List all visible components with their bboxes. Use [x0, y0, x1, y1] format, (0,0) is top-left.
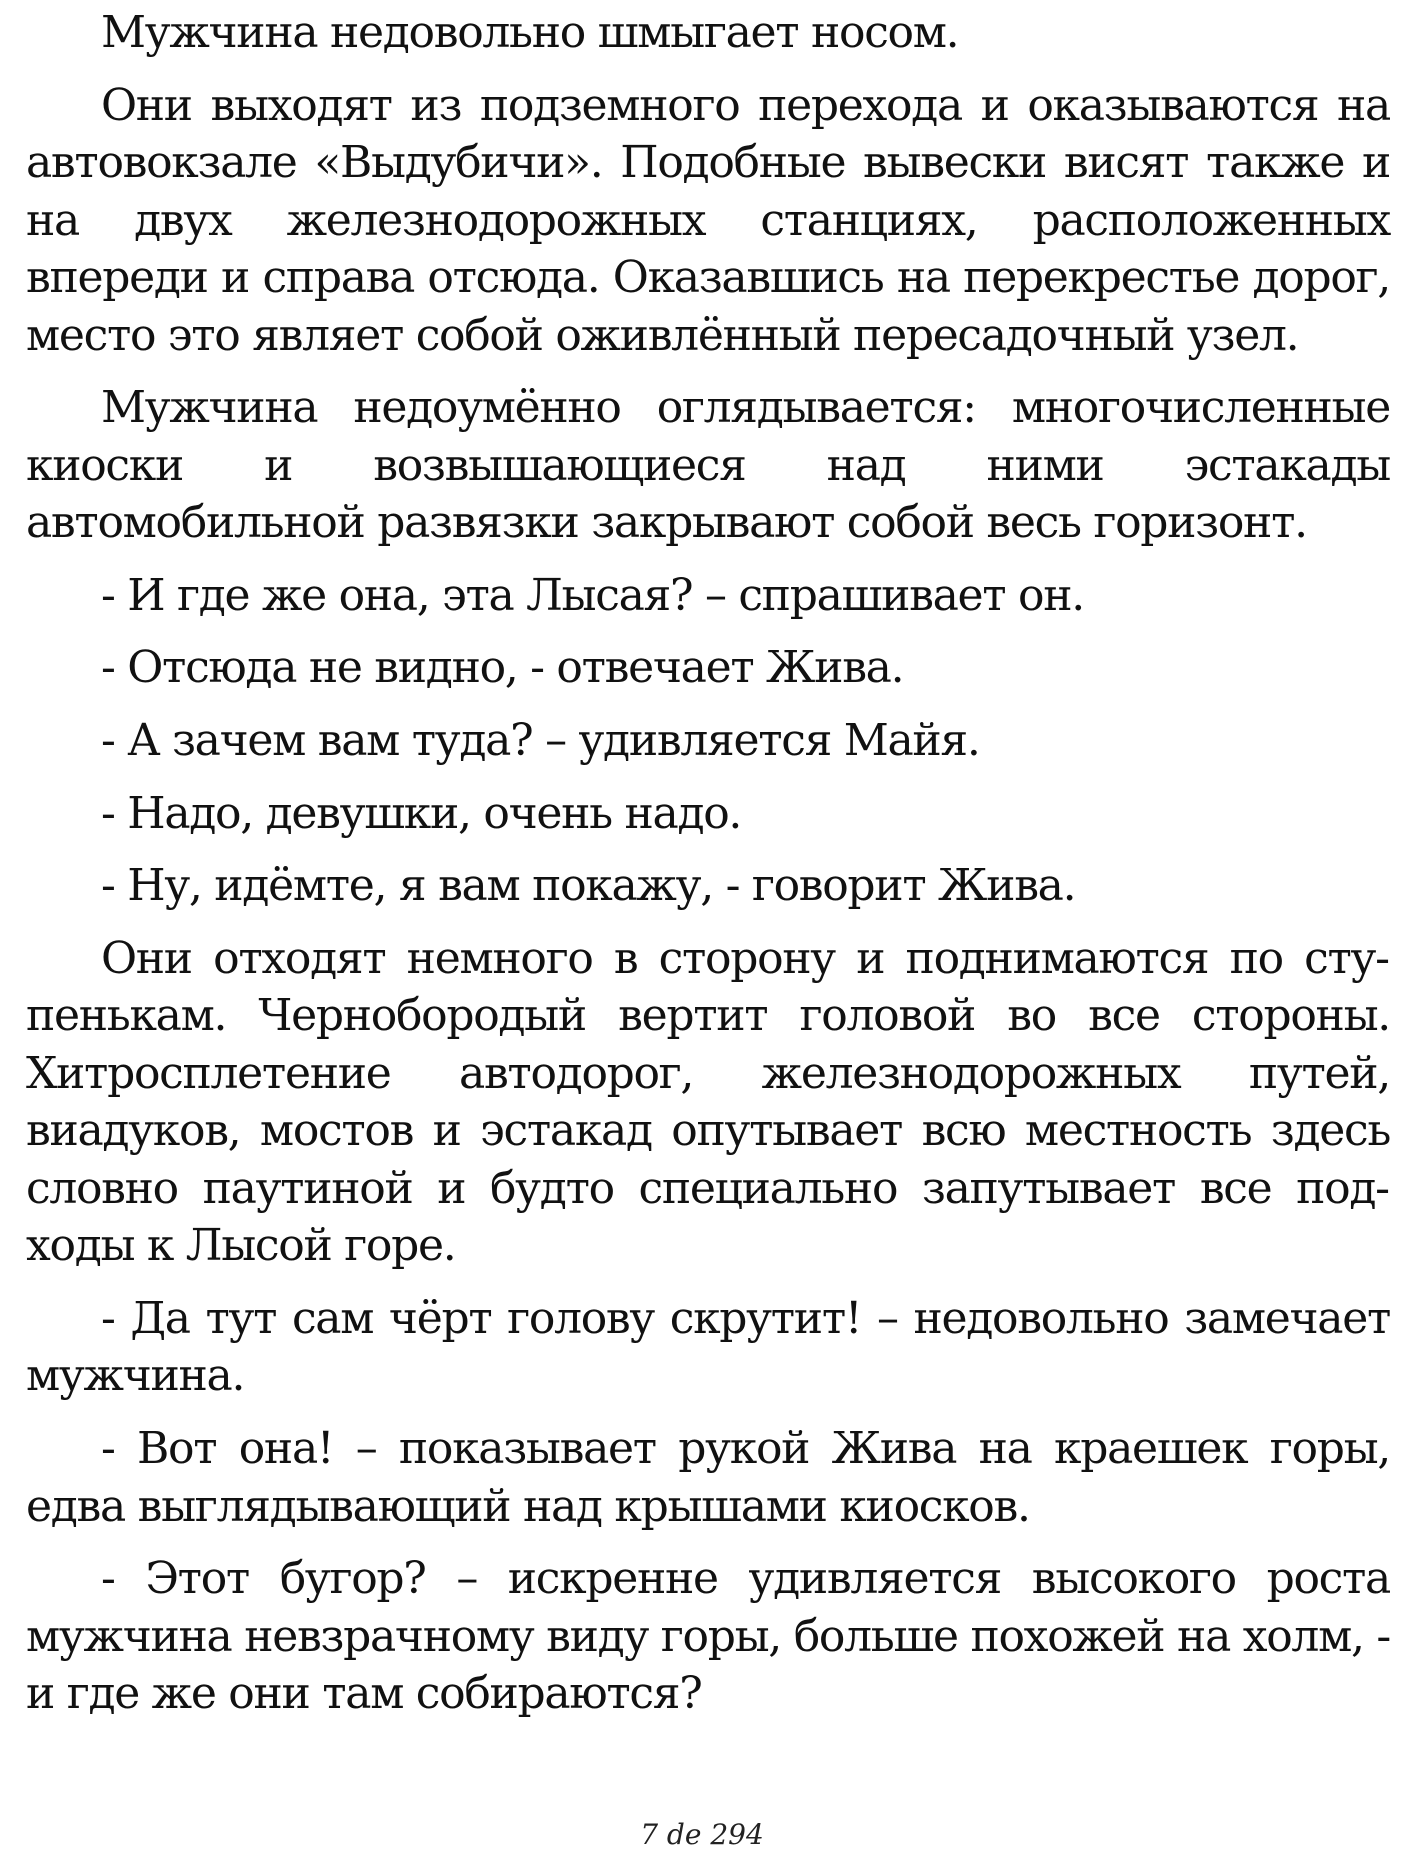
paragraph: Мужчина недоумённо оглядывается: многочисленные киоски и возвышающиеся над ними эстакады автомобильной развязки закрывают собой весь горизонт. [26, 382, 1390, 549]
paragraph: - Надо, девушки, очень надо. [101, 787, 742, 839]
paragraph: - Ну, идёмте, я вам покажу, - говорит Жива. [101, 860, 1076, 912]
paragraph: - И где же она, эта Лысая? – спрашивает он. [101, 569, 1084, 621]
paragraph: - А зачем вам туда? – удивляется Майя. [101, 715, 980, 767]
paragraph: - Вот она! – показывает рукой Жива на краешек горы, едва выглядывающий над крышами киосков. [26, 1423, 1390, 1532]
paragraph: - Этот бугор? – искренне удивляется высокого роста мужчина невзрачному виду горы, больше похожей на холм, - и где же они там собираются? [26, 1553, 1390, 1720]
paragraph: - Отсюда не видно, - отвечает Жива. [101, 642, 904, 694]
paragraph: Они отходят немного в сторону и поднимаются по ступенькам. Чернобородый вертит головой во все стороны. Хитросплетение автодорог, железнодорожных путей, виадуков, мостов и эстакад опутывает всю местность здесь словно паутиной и будто специально запутывает все подходы к Лысой горе. [26, 932, 1390, 1272]
page-indicator: 7 de 294 [640, 1818, 764, 1851]
text-column [26, 4, 1390, 1738]
paragraph: - Да тут сам чёрт голову скрутит! – недовольно замечает мужчина. [26, 1292, 1390, 1402]
paragraph: Они выходят из подземного перехода и оказываются на автовокзале «Выдубичи». Подобные вывески висят также и на двух железнодорожных станциях, расположенных впереди и справа отсюда. Оказавшись на перекрестье дорог, место это являет собой оживлённый пересадочный узел. [26, 79, 1390, 361]
paragraph: Мужчина недовольно шмыгает носом. [101, 7, 959, 58]
